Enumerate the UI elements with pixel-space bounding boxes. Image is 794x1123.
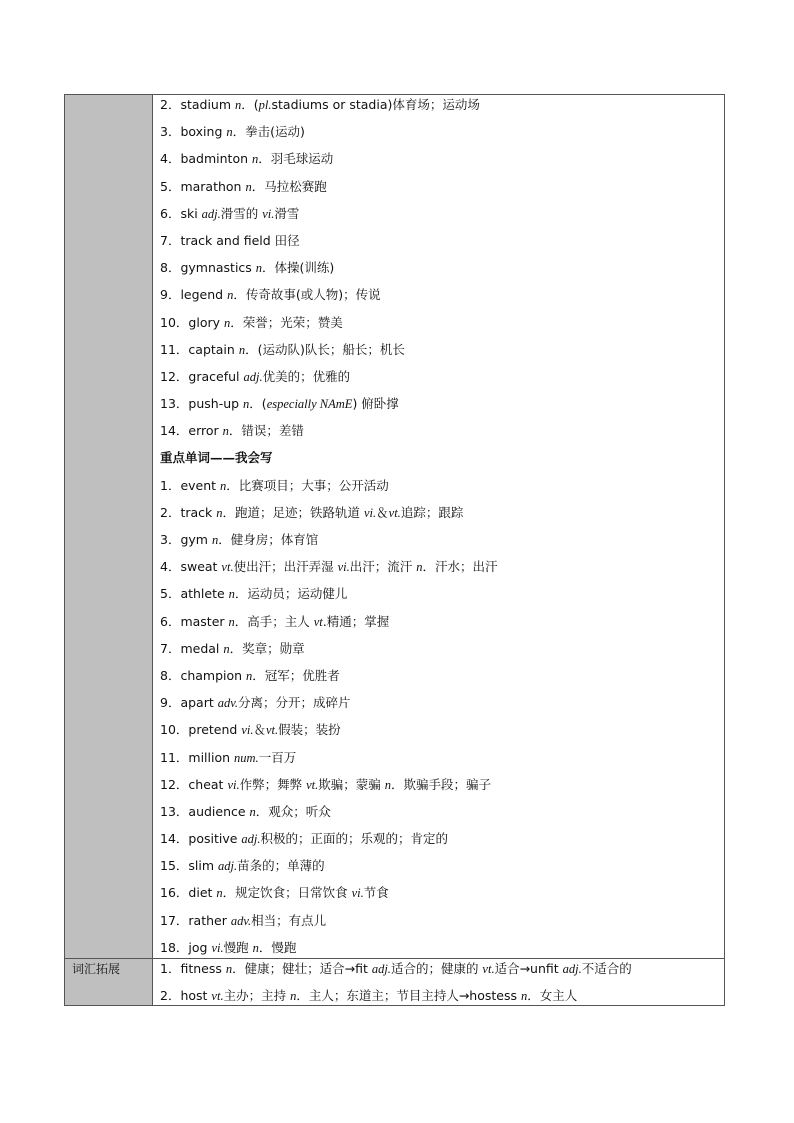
section-content-cell [153, 958, 725, 1005]
entry-text: medal [180, 640, 224, 656]
entry-text: ．奖章；勋章 [229, 640, 305, 656]
part-of-speech: vt. [266, 723, 279, 738]
entry-text: ．观众；听众 [255, 803, 331, 819]
part-of-speech: n [227, 288, 234, 303]
entry-text: ＆ [253, 722, 266, 738]
entry-text: badminton [180, 151, 252, 167]
entry-number: 5． [160, 586, 181, 602]
entry-text: ．健身房；体育馆 [218, 532, 319, 547]
entry-number: 15． [160, 858, 189, 874]
entry-text: ．体操(训练) [262, 260, 335, 276]
entry-text: ．女主人 [527, 987, 578, 1003]
section-label-cell [65, 95, 153, 959]
entry-text: diet [188, 885, 217, 901]
part-of-speech: n [249, 804, 256, 819]
entry-text: track [180, 504, 217, 520]
entry-text: 适合→unfit [494, 960, 563, 976]
vocab-entry [153, 558, 724, 585]
part-of-speech: adj. [218, 859, 238, 874]
entry-text: ．( [241, 97, 259, 112]
entry-text: fitness [180, 960, 226, 976]
entry-text: 分离；分开；成碎片 [237, 695, 351, 711]
entry-text: 假装；装扮 [278, 722, 341, 738]
entry-text: ．跑道；足迹；铁路轨道 [222, 504, 364, 520]
part-of-speech: n [228, 587, 235, 602]
part-of-speech: n [226, 125, 233, 140]
part-of-speech: n [211, 533, 219, 547]
part-of-speech: n [223, 315, 231, 330]
entry-number: 4． [160, 559, 181, 575]
entry-text: ．高手；主人 [234, 613, 314, 629]
vocab-entry [153, 504, 724, 531]
entry-text: ．健康；健壮；适合→fit [232, 960, 372, 976]
entry-number: 12． [160, 368, 189, 384]
vocab-entry [153, 205, 724, 232]
entry-text: gymnastics [180, 260, 256, 276]
part-of-speech: adv. [230, 913, 252, 928]
part-of-speech: n [216, 505, 223, 520]
vocab-entry [153, 721, 724, 748]
entry-number: 13． [160, 396, 189, 412]
entry-text: ．拳击(运动) [232, 124, 305, 140]
entry-number: 6． [160, 205, 181, 221]
part-of-speech: n [245, 179, 252, 194]
entry-number: 14． [160, 831, 189, 847]
entry-text: glory [188, 314, 224, 330]
entry-text: athlete [180, 586, 229, 602]
entry-text: 一百万 [258, 749, 297, 765]
vocab-entry [153, 314, 724, 341]
entry-text: slim [188, 858, 219, 874]
vocab-entry [153, 123, 724, 150]
entry-text: 主办；主持 [223, 987, 291, 1003]
entry-number: 2． [160, 504, 181, 520]
part-of-speech: vi. [262, 206, 275, 221]
entry-text: ．马拉松赛跑 [251, 178, 327, 194]
entry-number: 8． [160, 260, 181, 276]
section-heading [153, 449, 724, 476]
entry-number: 3． [160, 124, 181, 140]
part-of-speech: n [252, 152, 259, 167]
entry-number: 10． [160, 314, 189, 330]
part-of-speech: adj. [201, 206, 221, 221]
entry-number: 2． [160, 987, 181, 1003]
vocab-entry [153, 585, 724, 612]
entry-text: sweat [180, 559, 222, 575]
table-row [65, 95, 725, 959]
part-of-speech: pl. [258, 98, 272, 112]
part-of-speech: n [252, 940, 259, 955]
vocab-entry [153, 912, 724, 939]
part-of-speech: n [384, 777, 391, 792]
vocab-entry [153, 640, 724, 667]
entry-text: ．汗水；出汗 [422, 559, 498, 575]
vocab-entry [153, 776, 724, 803]
entry-text: cheat [188, 776, 228, 792]
entry-text: ．欺骗手段；骗子 [390, 776, 491, 792]
entry-text: 适合的；健康的 [390, 960, 483, 976]
entry-number: 4． [160, 151, 181, 167]
vocab-entry [153, 939, 724, 958]
part-of-speech: n [255, 261, 263, 276]
entry-text: ski [180, 205, 202, 221]
part-of-speech: n [216, 886, 223, 901]
vocab-entry [153, 368, 724, 395]
entry-text: 相当；有点儿 [251, 912, 327, 928]
section-label-cell [65, 958, 153, 1005]
entry-text: ) 俯卧撑 [352, 396, 399, 412]
vocab-entry [153, 960, 724, 987]
entry-text: graceful [188, 368, 244, 384]
vocab-entry [153, 232, 724, 259]
entry-text: 慢跑 [223, 939, 253, 955]
entry-text: boxing [180, 124, 227, 140]
entry-text: 欺骗；蒙骗 [318, 776, 385, 792]
entry-text: host [180, 987, 212, 1003]
vocab-entry [153, 150, 724, 177]
part-of-speech: n [238, 342, 246, 357]
entry-text: 出汗；流汗 [349, 559, 417, 575]
entry-text: 节食 [363, 885, 389, 901]
part-of-speech: n [228, 614, 235, 629]
entry-text: 重点单词——我会写 [160, 450, 273, 466]
vocab-entry [153, 830, 724, 857]
part-of-speech: vt. [306, 777, 319, 792]
entry-text: 优美的；优雅的 [262, 368, 351, 384]
part-of-speech: vi. [227, 777, 240, 792]
part-of-speech: adv. [217, 696, 238, 711]
entry-text: jog [188, 939, 212, 955]
vocab-entry [153, 477, 724, 504]
part-of-speech: n [416, 560, 423, 575]
part-of-speech: n [222, 424, 229, 439]
entry-text: 使出汗；出汗弄湿 [233, 559, 338, 575]
entry-number: 12． [160, 776, 189, 792]
part-of-speech: n [243, 397, 250, 412]
vocab-entry [153, 987, 724, 1005]
entry-text: captain [188, 341, 239, 357]
section-content-cell [153, 95, 725, 959]
part-of-speech: vt [313, 614, 323, 629]
entry-text: track and field 田径 [180, 232, 300, 248]
entry-text: ．传奇故事(或人物)；传说 [233, 287, 381, 303]
part-of-speech: n [223, 641, 230, 656]
entry-number: 7． [160, 232, 181, 248]
entry-text: ．( [249, 396, 267, 412]
entry-text: ．慢跑 [258, 939, 297, 955]
entry-text: .精通；掌握 [322, 613, 390, 629]
entry-text: 积极的；正面的；乐观的；肯定的 [260, 831, 449, 847]
vocab-entry [153, 96, 724, 123]
part-of-speech: n [235, 98, 242, 112]
entry-text: ．荣誉；光荣；赞美 [230, 314, 343, 330]
entry-number: 13． [160, 803, 189, 819]
entry-text: 苗条的；单薄的 [237, 858, 325, 874]
entry-number: 5． [160, 178, 181, 194]
part-of-speech: n [520, 988, 528, 1003]
entry-text: 作弊；舞弊 [239, 776, 307, 792]
part-of-speech: adj. [562, 961, 582, 976]
part-of-speech: adj. [371, 961, 391, 976]
part-of-speech: n [220, 478, 227, 493]
vocab-entry [153, 884, 724, 911]
entry-number: 1． [160, 960, 181, 976]
part-of-speech: vt. [221, 560, 234, 575]
entry-number: 14． [160, 423, 189, 439]
part-of-speech: n [246, 668, 253, 683]
entry-text: apart [180, 695, 218, 711]
entry-number: 8． [160, 667, 181, 683]
vocab-entry [153, 341, 724, 368]
part-of-speech: n [290, 988, 297, 1003]
entry-text: 滑雪 [274, 205, 300, 221]
vocab-entry [153, 749, 724, 776]
part-of-speech: vt. [211, 988, 224, 1003]
vocab-entry [153, 613, 724, 640]
entry-text: 不适合的 [581, 960, 632, 976]
vocab-entry [153, 422, 724, 449]
part-of-speech: vi. [351, 886, 364, 901]
section-label: 词汇拓展 [72, 961, 121, 976]
entry-text: stadium [180, 97, 236, 112]
vocab-entry [153, 286, 724, 313]
entry-number: 3． [160, 532, 181, 547]
part-of-speech: num. [234, 750, 259, 765]
entry-text: ．比赛项目；大事；公开活动 [226, 477, 389, 493]
entry-text: rather [188, 912, 231, 928]
part-of-speech: n [225, 961, 233, 976]
entry-text: legend [180, 287, 228, 303]
part-of-speech: vi. [337, 560, 350, 575]
entry-number: 1． [160, 477, 181, 493]
entry-number: 6． [160, 613, 181, 629]
vocab-entry [153, 667, 724, 694]
part-of-speech: vi. [363, 505, 377, 520]
entry-number: 9． [160, 287, 181, 303]
entry-text: event [180, 477, 221, 493]
entry-text: ．冠军；优胜者 [252, 667, 340, 683]
part-of-speech: vi. [241, 723, 254, 738]
entry-text: master [180, 613, 229, 629]
vocab-entry [153, 395, 724, 422]
part-of-speech: adj. [243, 369, 263, 384]
vocab-entry [153, 694, 724, 721]
vocab-entry [153, 259, 724, 286]
vocab-entry [153, 857, 724, 884]
entry-text: ．主人；东道主；节目主持人→hostess [296, 987, 521, 1003]
part-of-speech: especially NAmE [266, 397, 353, 412]
entry-number: 16． [160, 885, 189, 901]
entry-text: audience [188, 803, 250, 819]
entry-text: ．错误；差错 [228, 423, 304, 439]
entry-number: 10． [160, 722, 189, 738]
vocab-entry [153, 531, 724, 558]
entry-text: 滑雪的 [220, 205, 263, 221]
entry-number: 2． [160, 97, 181, 112]
part-of-speech: vt. [388, 505, 401, 520]
entry-text: push-up [188, 396, 244, 412]
entry-text: million [188, 749, 235, 765]
table-row [65, 958, 725, 1005]
entry-text: pretend [188, 722, 242, 738]
entry-number: 17． [160, 912, 189, 928]
entry-text: ．羽毛球运动 [258, 151, 334, 167]
entry-text: champion [180, 667, 247, 683]
entry-number: 7． [160, 640, 181, 656]
entry-number: 11． [160, 749, 189, 765]
vocab-entry [153, 178, 724, 205]
entry-number: 9． [160, 695, 181, 711]
vocab-entry [153, 803, 724, 830]
vocabulary-table [64, 94, 725, 1006]
entry-text: positive [188, 831, 242, 847]
entry-text: ．(运动队)队长；船长；机长 [245, 341, 405, 357]
part-of-speech: adj. [241, 832, 261, 847]
entry-text: error [188, 423, 223, 439]
entry-text: marathon [180, 178, 246, 194]
entry-number: 11． [160, 341, 189, 357]
entry-text: gym [180, 532, 212, 547]
entry-text: ＆ [376, 504, 389, 520]
entry-text: stadiums or stadia)体育场；运动场 [271, 97, 480, 112]
entry-text: ．规定饮食；日常饮食 [222, 885, 352, 901]
entry-number: 18． [160, 939, 189, 955]
part-of-speech: vt. [482, 961, 495, 976]
entry-text: ．运动员；运动健儿 [234, 586, 348, 602]
part-of-speech: vi. [211, 940, 224, 955]
entry-text: 追踪；跟踪 [400, 504, 464, 520]
